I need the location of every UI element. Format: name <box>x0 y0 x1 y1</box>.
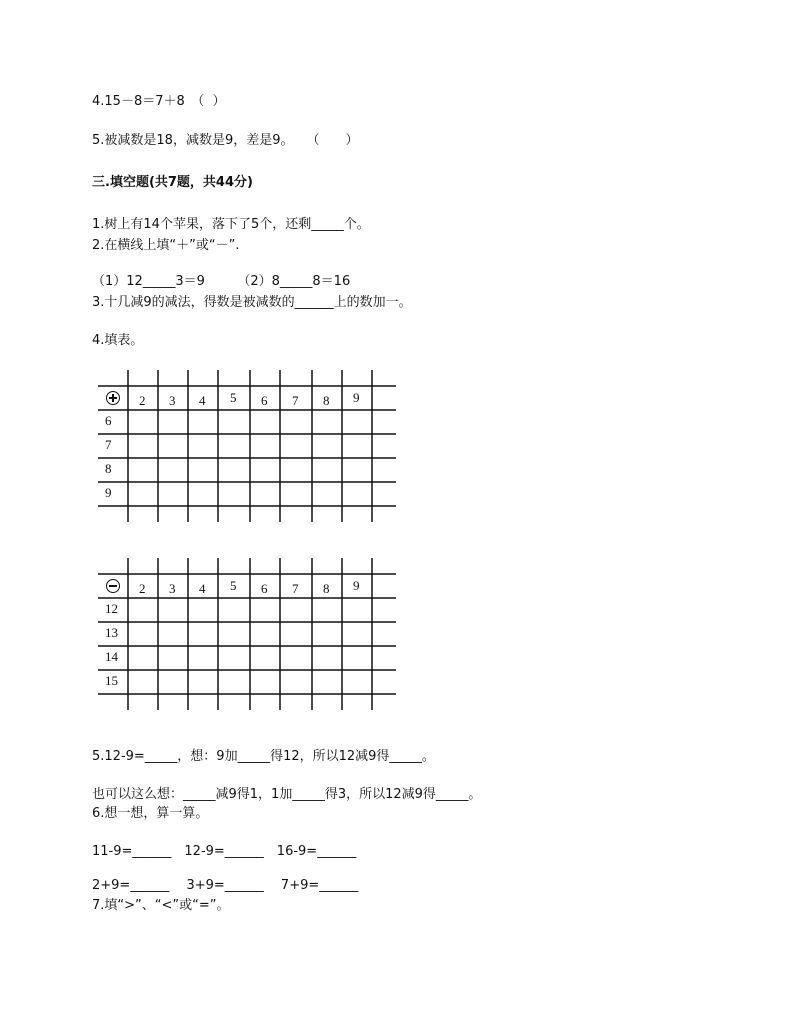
row-label: 8 <box>105 461 112 476</box>
column-header: 5 <box>230 390 237 405</box>
column-header: 9 <box>353 390 360 405</box>
column-header: 7 <box>292 393 299 408</box>
row-label: 14 <box>105 649 118 664</box>
column-header: 4 <box>199 393 206 408</box>
judge-item-4: 4.15－8＝7＋8 （ ） <box>92 94 226 109</box>
question-6: 6.想一想，算一算。 <box>92 806 209 821</box>
row-label: 13 <box>105 625 118 640</box>
section-heading: 三.填空题(共7题，共44分) <box>92 175 253 190</box>
row-label: 12 <box>105 601 118 616</box>
subtraction-table <box>98 558 396 710</box>
row-label: 6 <box>105 413 112 428</box>
column-header: 6 <box>261 393 268 408</box>
question-1: 1.树上有14个苹果，落下了5个，还剩_____个。 <box>92 217 370 232</box>
row-label: 7 <box>105 437 112 452</box>
column-header: 8 <box>323 581 330 596</box>
question-5-line2: 也可以这么想：_____减9得1，1加_____得3，所以12减9得_____。 <box>92 787 482 802</box>
judge-item-5: 5.被减数是18，减数是9，差是9。 （ ） <box>92 133 359 148</box>
column-header: 3 <box>169 581 176 596</box>
question-2: 2.在横线上填“＋”或“－”. <box>92 238 240 253</box>
question-2-parts: （1）12_____3＝9 （2）8_____8＝16 <box>92 274 351 289</box>
column-header: 2 <box>139 581 146 596</box>
row-label: 9 <box>105 485 112 500</box>
addition-table <box>98 370 396 522</box>
question-7: 7.填“>”、“<”或“=”。 <box>92 898 230 913</box>
column-header: 2 <box>139 393 146 408</box>
column-header: 4 <box>199 581 206 596</box>
column-header: 9 <box>353 578 360 593</box>
column-header: 6 <box>261 581 268 596</box>
plus-circle-icon <box>106 391 120 405</box>
question-3: 3.十几减9的减法，得数是被减数的______上的数加一。 <box>92 295 412 310</box>
question-6-row1: 11-9=______ 12-9=______ 16-9=______ <box>92 844 357 859</box>
question-5-line1: 5.12-9=_____，想：9加_____得12，所以12减9得_____。 <box>92 749 435 764</box>
minus-circle-icon <box>106 579 120 593</box>
row-label: 15 <box>105 673 118 688</box>
column-header: 7 <box>292 581 299 596</box>
column-header: 5 <box>230 578 237 593</box>
column-header: 3 <box>169 393 176 408</box>
question-6-row2: 2+9=______ 3+9=______ 7+9=______ <box>92 878 359 893</box>
question-4: 4.填表。 <box>92 333 144 348</box>
column-header: 8 <box>323 393 330 408</box>
